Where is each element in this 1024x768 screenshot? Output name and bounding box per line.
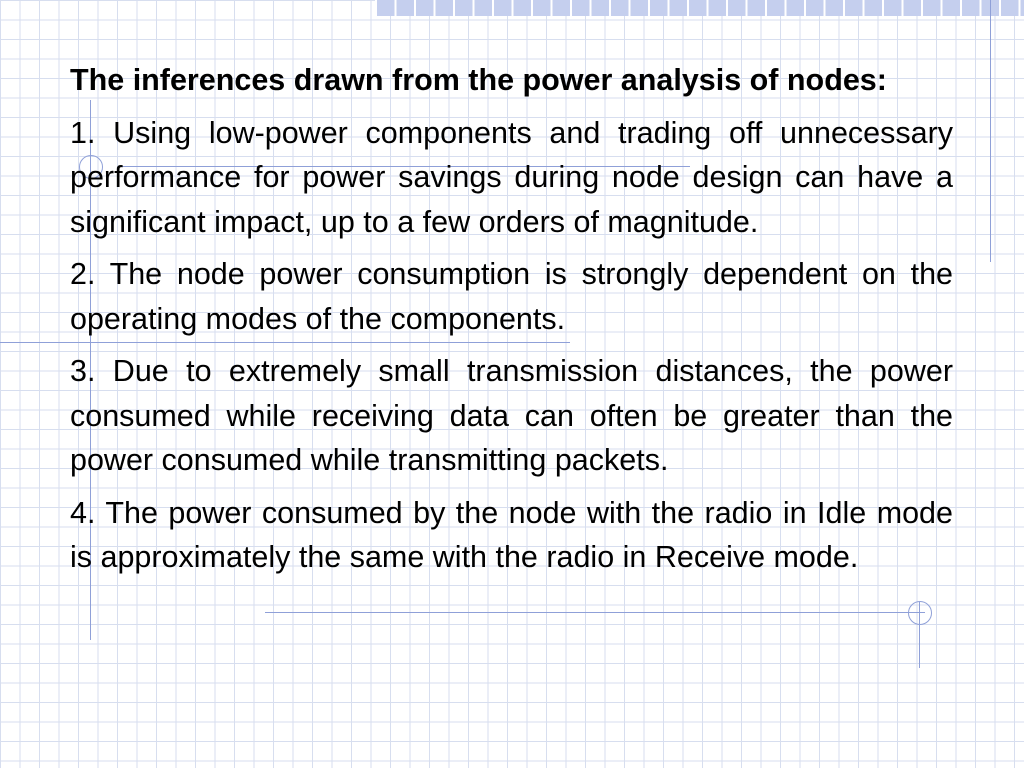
decor-vertical-line-right — [990, 0, 991, 262]
decor-horizontal-line-bottom — [265, 612, 925, 613]
inference-point-4: 4. The power consumed by the node with the radio in Idle mode is approximately the same with the radio in Receive mode. — [70, 495, 953, 574]
inference-point-3: 3. Due to extremely small transmission distances, the power consumed while receiving data can often be greater than the power consumed while transmitting packets. — [70, 354, 953, 477]
top-decorative-bar — [375, 0, 1024, 16]
inference-point-2: 2. The node power consumption is strongly dependent on the operating modes of the components. — [70, 257, 953, 336]
inference-point-1: 1. Using low-power components and trading off unnecessary performance for power savings during node design can have a significant impact, up to a few orders of magnitude. — [70, 115, 953, 239]
decor-circle-bottom — [908, 601, 932, 625]
slide-content — [70, 58, 953, 588]
slide-heading: The inferences drawn from the power analysis of nodes: — [70, 63, 887, 97]
